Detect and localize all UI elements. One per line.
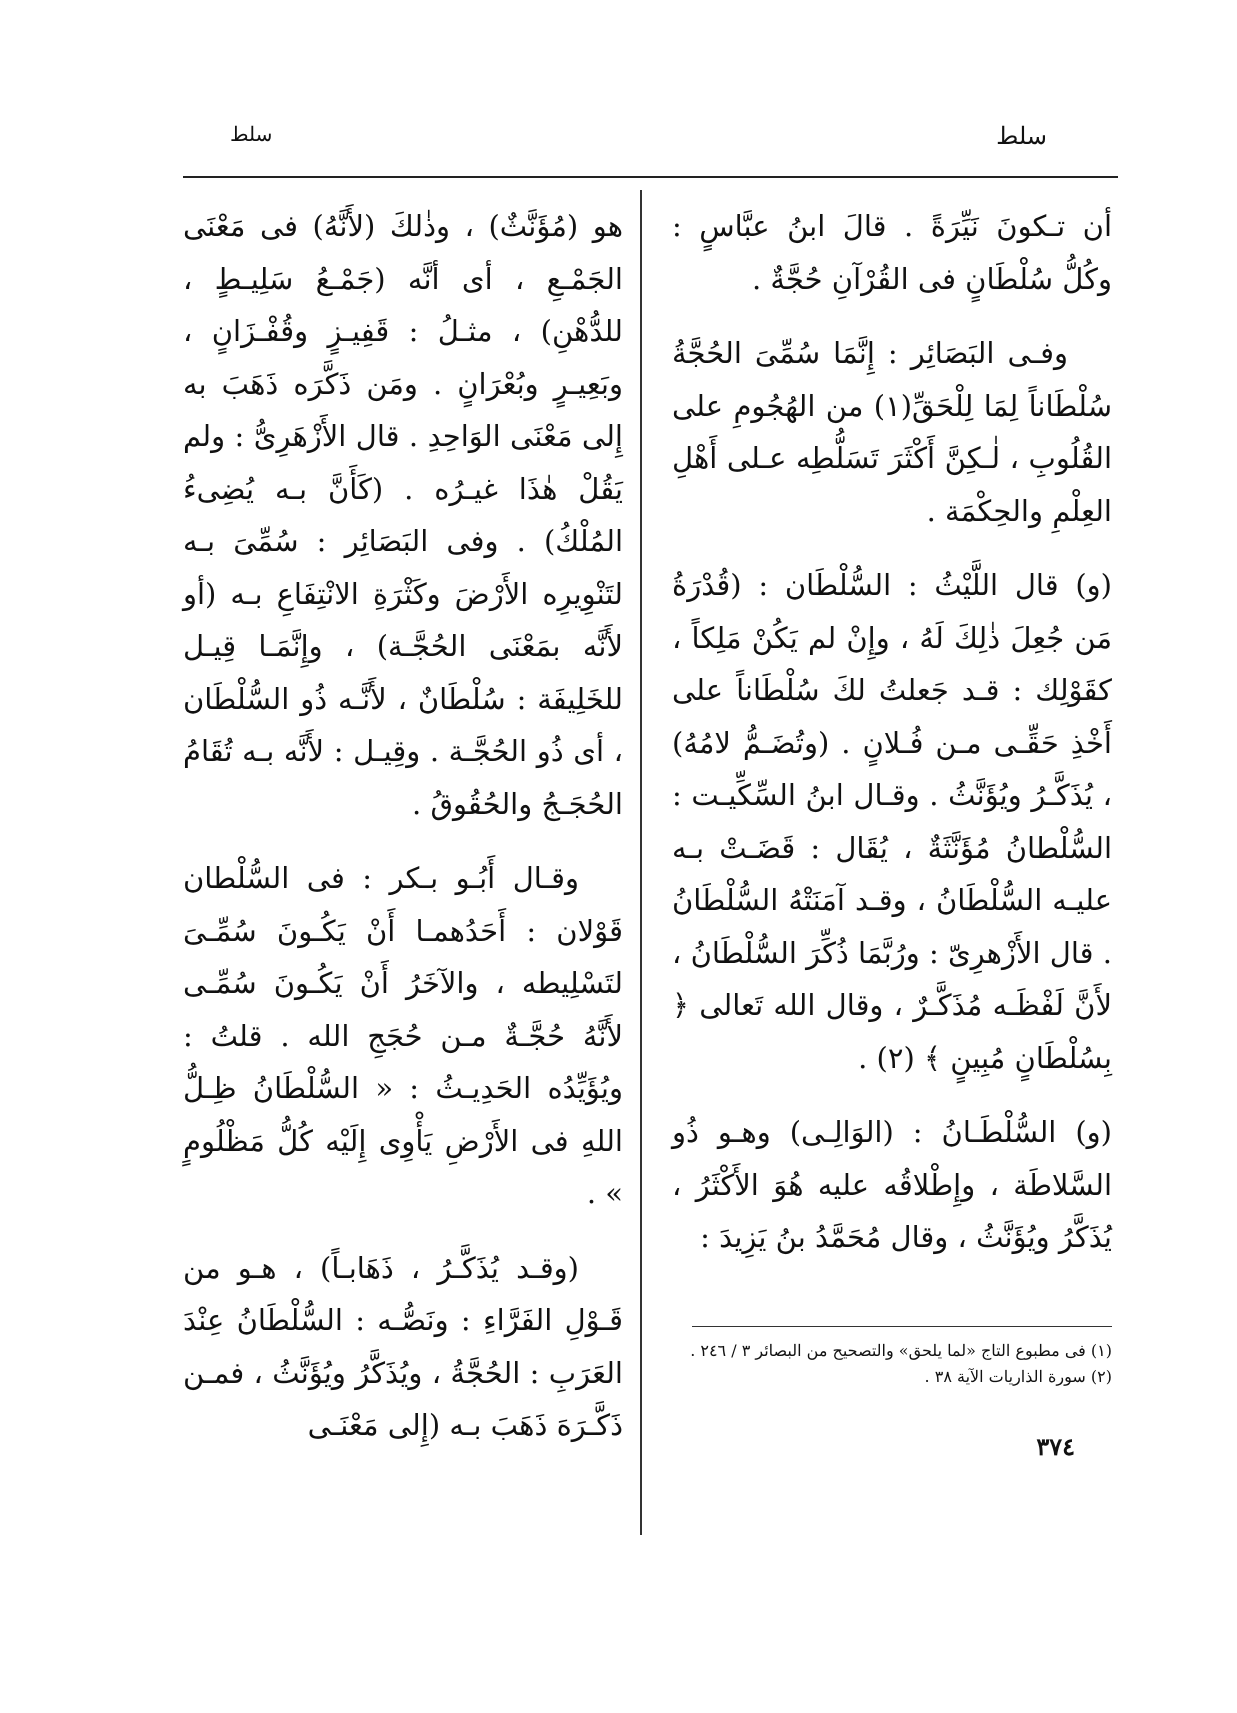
paragraph: أن تـكونَ نَيِّرَةً . قالَ ابنُ عبَّاسٍ : وكُلُّ سُلْطَانٍ فى القُرْآنِ حُجَّةٌ . [672, 209, 1112, 296]
footnote: (٢) سورة الذاريات الآية ٣٨ . [924, 1367, 1112, 1386]
header-entry-word-left: سلط [230, 122, 273, 146]
paragraph: وفـى البَصَائِر : إِنَّمَا سُمِّىَ الحُجَّةُ سُلْطَاناً لِمَا لِلْحَقِّ(١) من الهُجُومِ على القُلُوبِ ، لٰـكِنَّ أَكْثَرَ تَسَلُّطِه عـلى أَهْلِ العِلْمِ والحِكْمَة . [672, 336, 1112, 528]
footnotes [672, 1338, 1112, 1390]
paragraph: (و) السُّلْطَـانُ : (الوَالِـى) وهـو ذُو السَّلاطَة ، وإِطْلاقُه عليه هُوَ الأَكْثَرُ ، يُذَكَّرُ ويُؤَنَّثُ ، وقال مُحَمَّدُ بنُ يَزِيدَ : [672, 1115, 1112, 1254]
header-rule [183, 176, 1118, 178]
paragraph: وقـال أَبُـو بـكر : فى السُّلْطان قَوْلان : أَحَدُهمـا أَنْ يَكُـونَ سُمِّـىَ لتَسْلِيطه ، والآخَرُ أَنْ يَكُـونَ سُمِّـى لأَنَّهُ حُجَّـةٌ مـن حُجَجِ الله . قلتُ : ويُؤَيِّدُه الحَدِيـثُ : « السُّلْطَانُ ظِـلُّ اللهِ فى الأَرْضِ يَأْوِى إِلَيْه كُلُّ مَظْلُومٍ » . [183, 861, 623, 1210]
paragraph: هو (مُؤَنَّثٌ) ، وذٰلكَ (لأَنَّهُ) فى مَعْنَى الجَمْـعِ ، أى أنَّه (جَمْـعُ سَلِيـطٍ ، للدُّهْنِ) ، مثـلُ : قَفِيـزٍ وقُفْـزَانٍ ، وبَعِيـرٍ وبُعْرَانٍ . ومَن ذَكَّرَه ذَهَبَ به إِلى مَعْنَى الوَاحِدِ . قال الأَزْهَرِىُّ : ولم يَقُلْ هٰذَا غيـرُه . (كَأَنَّ بـه يُضِىءُ المُلْكُ) . وفى البَصَائِر : سُمِّىَ بـه لتَنْوِيرِه الأَرْضَ وكَثْرَةِ الانْتِفَاعِ بـه (أو لأَنَّه بمَعْنَى الحُجَّـة) ، وإِنَّمَـا قِيـل للخَلِيفَة : سُلْطَانٌ ، لأَنَّـه ذُو السُّلْطَان ، أى ذُو الحُجَّـة . وقِيـل : لأَنَّه بـه تُقَامُ الحُجَـجُ والحُقُوقُ . [183, 209, 623, 821]
column-divider [640, 190, 642, 1535]
footnote: (١) فى مطبوع التاج «لما يلحق» والتصحيح من البصائر ٣ / ٢٤٦ . [690, 1341, 1112, 1360]
page-number: ٣٧٤ [1036, 1432, 1075, 1461]
header-entry-word-right: سلط [996, 122, 1047, 150]
left-column [183, 200, 623, 1474]
right-column [672, 200, 1112, 1286]
paragraph: (و) قال اللَّيْثُ : السُّلْطَان : (قُدْرَةُ مَن جُعِلَ ذٰلِكَ لَهُ ، وإِنْ لم يَكُنْ مَلِكاً ، كقَوْلِك : قـد جَعلتُ لكَ سُلْطَاناً على أَخْذِ حَقِّـى مـن فُـلانٍ . (وتُضَـمُّ لامُهُ) ، يُذَكَّـرُ ويُؤَنَّثُ . وقـال ابنُ السِّكِّيـت : السُّلْطانُ مُؤَنَّثَةٌ ، يُقَال : قَضَـتْ بـه عليـه السُّلْطَانُ ، وقـد آمَنَتْهُ السُّلْطَانُ . قال الأَزْهرِىّ : ورُبَّمَا ذُكِّرَ السُّلْطَانُ ، لأَنَّ لَفْظَـه مُذَكَّـرٌ ، وقال الله تَعالى ﴿ بِسُلْطَانٍ مُبِينٍ ﴾ (٢) . [672, 568, 1112, 1075]
paragraph: (وقـد يُذَكَّـرُ ، ذَهَابـاً) ، هـو من قَـوْلِ الفَرَّاءِ : ونَصُّـه : السُّلْطَانُ عِنْدَ العَرَبِ : الحُجَّةُ ، ويُذَكَّرُ ويُؤَنَّثُ ، فمـن ذَكَّـرَهَ ذَهَبَ بـه (إِلى مَعْنَـى [183, 1250, 623, 1442]
footnote-rule [692, 1326, 1112, 1327]
